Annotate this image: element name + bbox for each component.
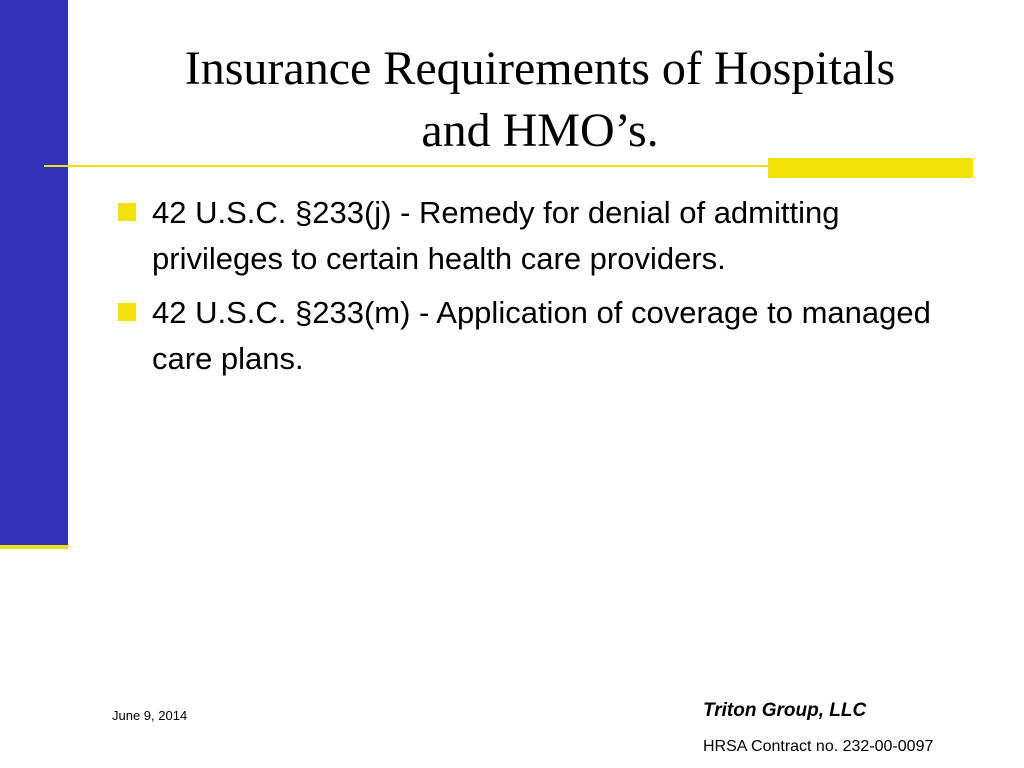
list-item [112,290,962,382]
bullet-text: 42 U.S.C. §233(m) - Application of coverage to managed care plans. [152,295,931,376]
left-accent-bar [0,0,68,545]
bullet-text: 42 U.S.C. §233(j) - Remedy for denial of admitting privileges to certain health care providers. [152,195,840,276]
footer-date: June 9, 2014 [112,708,188,723]
slide-title-line-1: Insurance Requirements of Hospitals [184,42,896,95]
footer-company: Triton Group, LLC [703,700,867,721]
slide-title [80,38,1000,162]
square-bullet-icon [118,303,136,321]
title-divider-block [768,158,973,178]
left-accent-underline [0,545,68,549]
footer-contract: HRSA Contract no. 232-00-0097 [703,738,934,755]
list-item [112,190,962,282]
title-divider-line [44,165,768,167]
square-bullet-icon [118,203,136,221]
slide-title-line-2: and HMO’s. [421,104,659,157]
bullet-list [112,190,962,390]
